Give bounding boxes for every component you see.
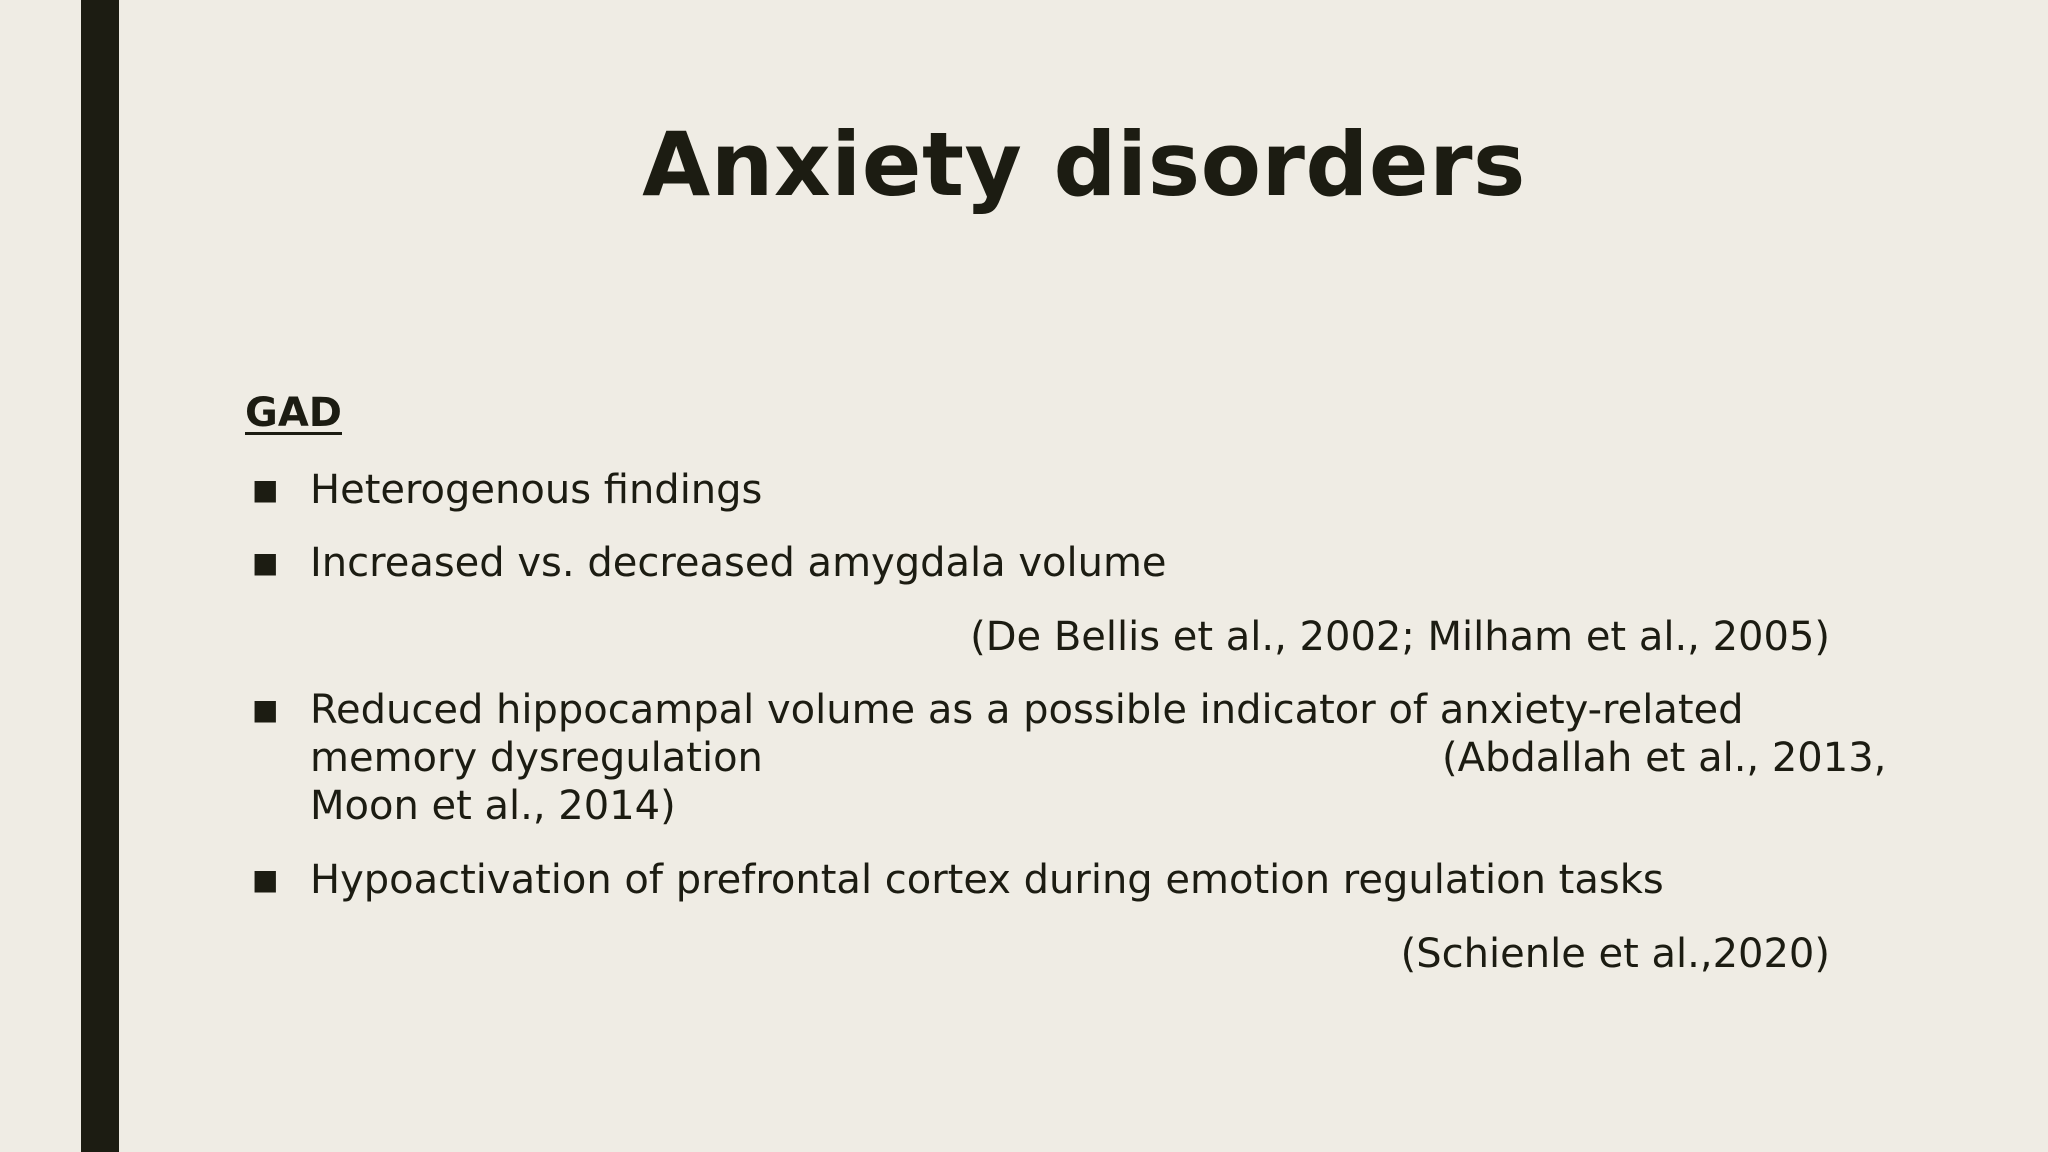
section-heading: GAD xyxy=(245,390,342,436)
bullet-text: Hypoactivation of prefrontal cortex during emotion regulation tasks xyxy=(310,857,1664,903)
square-bullet-icon: ■ xyxy=(252,693,279,726)
bullet-text-line: Reduced hippocampal volume as a possible indicator of anxiety-related xyxy=(310,687,1744,733)
bullet-text-multiline xyxy=(310,686,1887,830)
bullet-text-line: Moon et al., 2014) xyxy=(310,783,676,829)
slide-title: Anxiety disorders xyxy=(642,113,1526,216)
square-bullet-icon: ■ xyxy=(252,546,279,579)
square-bullet-icon: ■ xyxy=(252,473,279,506)
bullet-text: Heterogenous findings xyxy=(310,467,763,513)
accent-side-bar xyxy=(81,0,119,1152)
bullet-text-line xyxy=(310,734,1887,782)
square-bullet-icon: ■ xyxy=(252,863,279,896)
citation-hippocampal: (Abdallah et al., 2013, xyxy=(1442,735,1887,781)
bullet-text-segment: memory dysregulation xyxy=(310,735,763,781)
bullet-text: Increased vs. decreased amygdala volume xyxy=(310,540,1167,586)
citation-amygdala: (De Bellis et al., 2002; Milham et al., 2005) xyxy=(970,614,1830,660)
citation-prefrontal: (Schienle et al.,2020) xyxy=(1400,931,1830,977)
